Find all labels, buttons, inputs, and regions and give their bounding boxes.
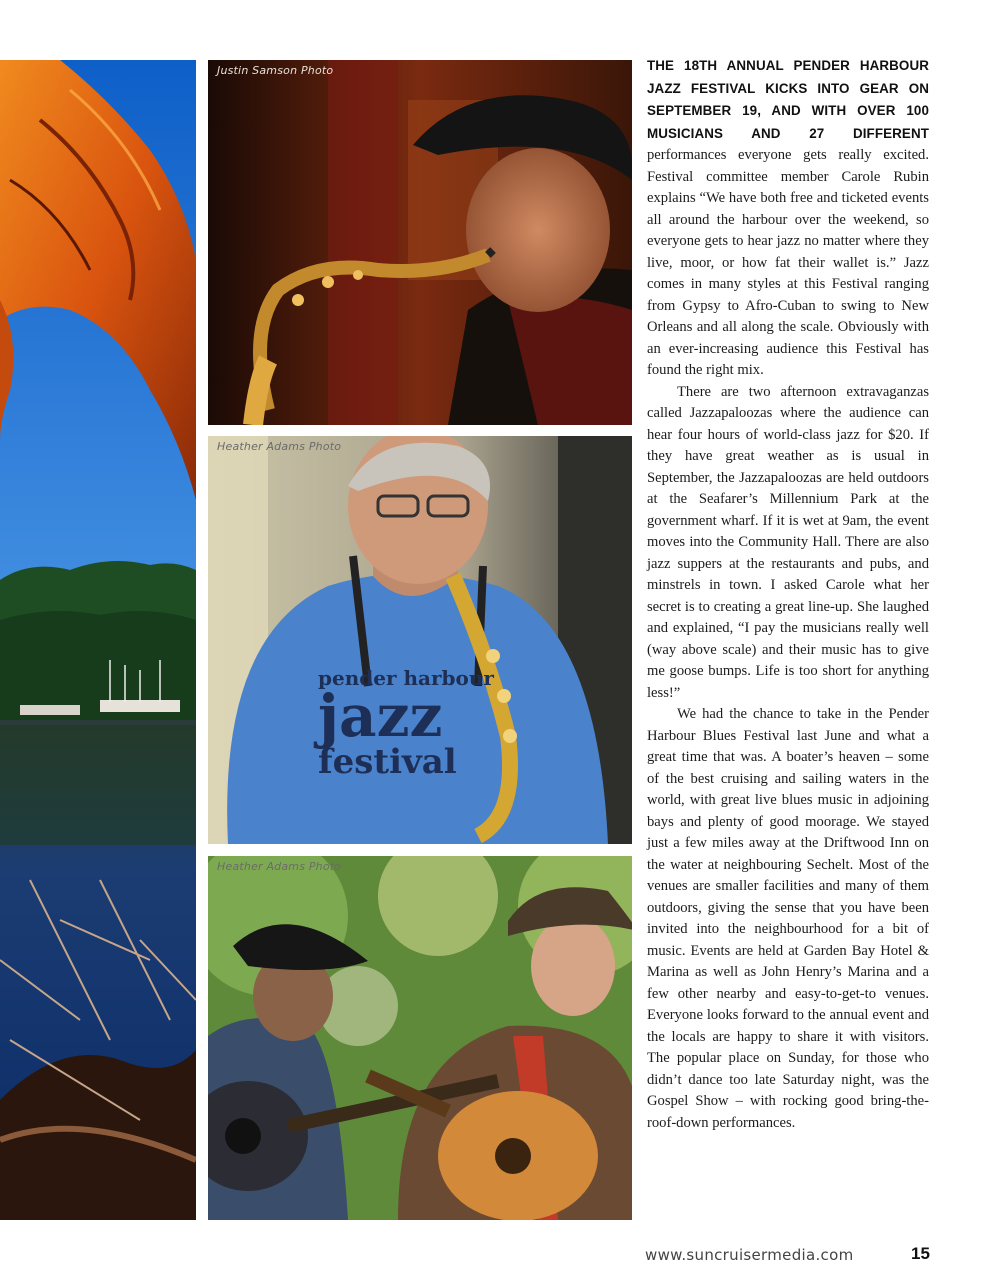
article-paragraph-1-text: performances everyone gets really excited. Festival committee member Carole Rubin explains “We have both free and ticketed events all around the harbour over the weekend, so everyone gets to hear jazz no matter where they live, moor, or how fat their wallet is.” Jazz comes in many styles at this Festival ranging from Gypsy to Afro-Cuban to swing to New Orleans and all along the scale. Obviously with an ever-increasing audience this Festival has found the right mix. xyxy=(647,147,929,378)
photo-credit: Heather Adams Photo xyxy=(217,440,342,453)
photo-guitarists xyxy=(208,856,632,1220)
landscape-image xyxy=(0,60,196,1220)
saxophonist-blue-shirt-image xyxy=(208,436,632,844)
shirt-logo xyxy=(318,666,494,782)
article-lead: THE 18TH ANNUAL PENDER HARBOUR JAZZ FESTIVAL KICKS INTO GEAR ON SEPTEMBER 19, AND WITH OVER 100 MUSICIANS AND 27 DIFFERENT xyxy=(647,58,929,141)
page-number: 15 xyxy=(911,1244,930,1263)
photo-credit: Justin Samson Photo xyxy=(217,64,334,77)
shirt-text-line-2: jazz xyxy=(318,682,443,750)
article-body xyxy=(647,55,929,1134)
article-paragraph-2: There are two afternoon extravaganzas called Jazzapaloozas where the audience can hear four hours of world-class jazz for $20. If they have great weather as is usual in September, the Jazzapaloozas are held outdoors at the Seafarer’s Millennium Park at the government wharf. If it is wet at 9am, the event moves into the Community Hall. There are also jazz suppers at the restaurants and pubs, and minstrels in town. I asked Carole what her secret is to creating a great line-up. She laughed and explained, “I pay the musicians really well (way above scale) and their music has to give me goose bumps. Life is too short for anything less!” xyxy=(647,383,929,701)
shirt-text-line-3: festival xyxy=(318,742,457,782)
shirt-text-line-1: pender harbour xyxy=(318,666,494,690)
article-paragraph-3: We had the chance to take in the Pender Harbour Blues Festival last June and what a great time that was. A boater’s heaven – some of the best cruising and sailing waters in the world, with great live blues music in adjoining bays and plenty of good moorage. We stayed just a few miles away at the Driftwood Inn on the water at neighbouring Sechelt. Most of the venues are smaller facilities and many of them outdoors, giving the sense that you have been invited into the neighbourhood for a bit of music. Events are held at Garden Bay Hotel & Marina as well as John Henry’s Marina and a few other nearby and easy-to-get-to venues. Everyone looks forward to the annual event and the locals are happy to share it with visitors. The popular place on Sunday, for those who didn’t dance too late Saturday night, was the Gospel Show – with rocking good bring-the-roof-down performances. xyxy=(647,706,929,1131)
guitarists-image xyxy=(208,856,632,1220)
landscape-photo xyxy=(0,60,196,1220)
saxophonist-image xyxy=(208,60,632,425)
photo-credit: Heather Adams Photo xyxy=(217,860,342,873)
photo-saxophonist-blue-shirt xyxy=(208,436,632,844)
footer-website: www.suncruisermedia.com xyxy=(645,1246,854,1264)
photo-saxophonist-cap xyxy=(208,60,632,425)
article-paragraph-1 xyxy=(647,55,929,382)
